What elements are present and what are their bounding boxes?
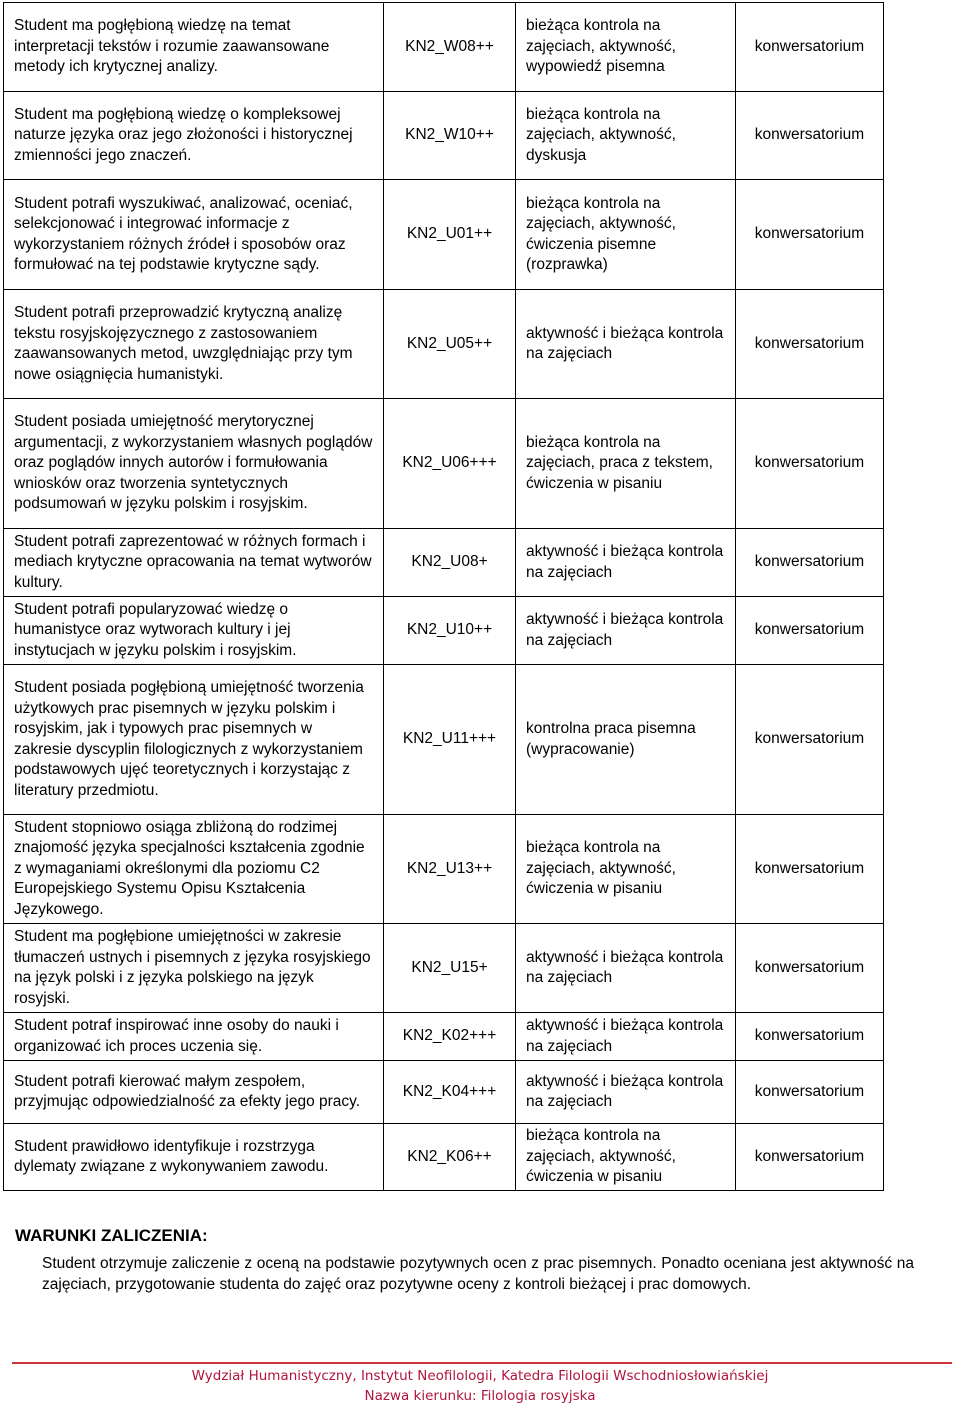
class-form: konwersatorium <box>736 815 884 924</box>
table-row <box>4 92 884 180</box>
verification-method: kontrolna praca pisemna (wypracowanie) <box>516 665 736 815</box>
outcome-description: Student potrafi zaprezentować w różnych formach i mediach krytyczne opracowania na temat wytworów kultury. <box>4 529 384 597</box>
outcome-code: KN2_K04+++ <box>384 1061 516 1124</box>
verification-method: aktywność i bieżąca kontrola na zajęciach <box>516 290 736 399</box>
table-row <box>4 1124 884 1191</box>
verification-method: aktywność i bieżąca kontrola na zajęciach <box>516 1013 736 1061</box>
class-form: konwersatorium <box>736 924 884 1013</box>
outcome-description: Student potraf inspirować inne osoby do nauki i organizować ich proces uczenia się. <box>4 1013 384 1061</box>
outcome-description: Student posiada umiejętność merytorycznej argumentacji, z wykorzystaniem własnych poglądów oraz poglądów innych autorów i formułowania wniosków oraz tworzenia syntetycznych podsumowań w języku polskim i rosyjskim. <box>4 399 384 529</box>
outcome-description: Student ma pogłębioną wiedzę o kompleksowej naturze języka oraz jego złożoności i historycznej zmienności jego znaczeń. <box>4 92 384 180</box>
verification-method: bieżąca kontrola na zajęciach, aktywność, ćwiczenia w pisaniu <box>516 1124 736 1191</box>
outcome-code: KN2_U13++ <box>384 815 516 924</box>
outcome-description: Student potrafi popularyzować wiedzę o humanistyce oraz wytworach kultury i jej instytucjach w języku polskim i rosyjskim. <box>4 597 384 665</box>
outcome-description: Student posiada pogłębioną umiejętność tworzenia użytkowych prac pisemnych w języku polskim i rosyjskim, jak i typowych prac pisemnych w zakresie dyscyplin filologicznych z wykorzystaniem podstawowych ujęć teoretycznych i korzystając z literatury przedmiotu. <box>4 665 384 815</box>
class-form: konwersatorium <box>736 529 884 597</box>
table-row <box>4 290 884 399</box>
outcome-description: Student potrafi kierować małym zespołem, przyjmując odpowiedzialność za efekty jego pracy. <box>4 1061 384 1124</box>
verification-method: aktywność i bieżąca kontrola na zajęciach <box>516 1061 736 1124</box>
outcome-description: Student ma pogłębioną wiedzę na temat interpretacji tekstów i rozumie zaawansowane metody ich krytycznej analizy. <box>4 3 384 92</box>
class-form: konwersatorium <box>736 92 884 180</box>
table-row <box>4 3 884 92</box>
class-form: konwersatorium <box>736 180 884 290</box>
table-row <box>4 665 884 815</box>
outcome-code: KN2_U08+ <box>384 529 516 597</box>
outcome-code: KN2_K02+++ <box>384 1013 516 1061</box>
outcome-code: KN2_U06+++ <box>384 399 516 529</box>
outcome-code: KN2_U10++ <box>384 597 516 665</box>
table-row <box>4 1061 884 1124</box>
table-row <box>4 924 884 1013</box>
page-footer <box>0 1366 960 1406</box>
outcome-code: KN2_U11+++ <box>384 665 516 815</box>
verification-method: bieżąca kontrola na zajęciach, aktywność, ćwiczenia w pisaniu <box>516 815 736 924</box>
class-form: konwersatorium <box>736 597 884 665</box>
class-form: konwersatorium <box>736 665 884 815</box>
footer-divider <box>12 1362 952 1364</box>
outcome-code: KN2_U15+ <box>384 924 516 1013</box>
class-form: konwersatorium <box>736 1013 884 1061</box>
class-form: konwersatorium <box>736 399 884 529</box>
outcome-code: KN2_U05++ <box>384 290 516 399</box>
outcome-code: KN2_U01++ <box>384 180 516 290</box>
outcome-code: KN2_W10++ <box>384 92 516 180</box>
outcome-description: Student prawidłowo identyfikuje i rozstrzyga dylematy związane z wykonywaniem zawodu. <box>4 1124 384 1191</box>
outcome-code: KN2_K06++ <box>384 1124 516 1191</box>
footer-program: Nazwa kierunku: Filologia rosyjska <box>364 1388 596 1404</box>
verification-method: aktywność i bieżąca kontrola na zajęciach <box>516 529 736 597</box>
table-row <box>4 180 884 290</box>
conditions-text: Student otrzymuje zaliczenie z oceną na podstawie pozytywnych ocen z prac pisemnych. Ponadto oceniana jest aktywność na zajęciach, przygotowanie studenta do zajęć oraz pozytywne oceny z kontroli bieżącej i prac domowych. <box>42 1255 914 1293</box>
class-form: konwersatorium <box>736 290 884 399</box>
class-form: konwersatorium <box>736 1124 884 1191</box>
outcome-description: Student stopniowo osiąga zbliżoną do rodzimej znajomość języka specjalności kształcenia zgodnie z wymaganiami określonymi dla poziomu C2 Europejskiego Systemu Opisu Kształcenia Językowego. <box>4 815 384 924</box>
outcome-description: Student potrafi wyszukiwać, analizować, oceniać, selekcjonować i integrować informacje z wykorzystaniem różnych źródeł i sposobów oraz formułować na tej podstawie krytyczne sądy. <box>4 180 384 290</box>
table-row <box>4 815 884 924</box>
class-form: konwersatorium <box>736 3 884 92</box>
footer-faculty: Wydział Humanistyczny, Instytut Neofilologii, Katedra Filologii Wschodniosłowiańskiej <box>191 1368 769 1384</box>
verification-method: aktywność i bieżąca kontrola na zajęciach <box>516 597 736 665</box>
conditions-title: WARUNKI ZALICZENIA: <box>15 1226 208 1245</box>
verification-method: aktywność i bieżąca kontrola na zajęciach <box>516 924 736 1013</box>
outcome-description: Student ma pogłębione umiejętności w zakresie tłumaczeń ustnych i pisemnych z języka rosyjskiego na język polski i z języka polskiego na język rosyjski. <box>4 924 384 1013</box>
verification-method: bieżąca kontrola na zajęciach, aktywność, dyskusja <box>516 92 736 180</box>
verification-method: bieżąca kontrola na zajęciach, aktywność, ćwiczenia pisemne (rozprawka) <box>516 180 736 290</box>
table-row <box>4 597 884 665</box>
learning-outcomes-table <box>3 2 884 1191</box>
verification-method: bieżąca kontrola na zajęciach, aktywność, wypowiedź pisemna <box>516 3 736 92</box>
table-row <box>4 399 884 529</box>
outcome-description: Student potrafi przeprowadzić krytyczną analizę tekstu rosyjskojęzycznego z zastosowaniem zaawansowanych metod, uwzględniając przy tym nowe osiągnięcia humanistyki. <box>4 290 384 399</box>
table-row <box>4 1013 884 1061</box>
table-row <box>4 529 884 597</box>
outcome-code: KN2_W08++ <box>384 3 516 92</box>
verification-method: bieżąca kontrola na zajęciach, praca z tekstem, ćwiczenia w pisaniu <box>516 399 736 529</box>
class-form: konwersatorium <box>736 1061 884 1124</box>
